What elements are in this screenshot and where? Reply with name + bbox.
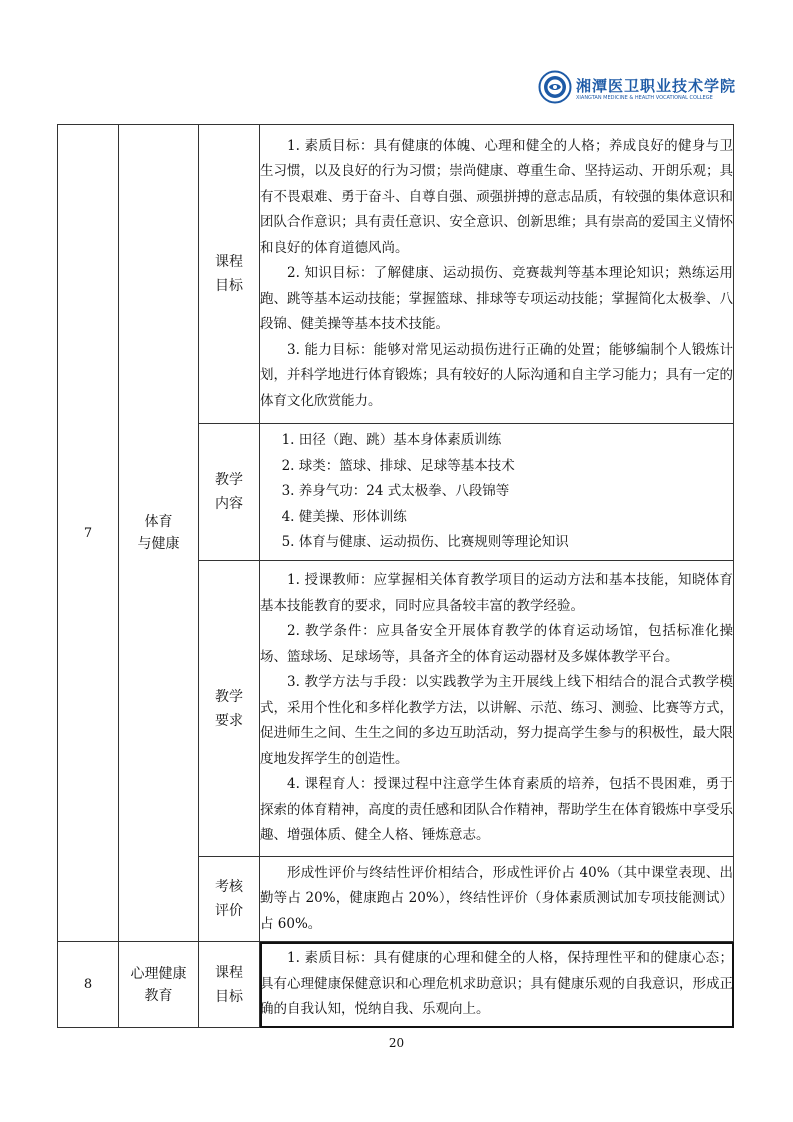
course-number: 8 [58,942,119,1028]
label-line: 教学 [215,472,243,488]
course-name: 与健康 [137,536,180,552]
assessment-cell [260,857,734,942]
course-name: 体育 [144,514,173,530]
label-line: 课程 [215,964,243,981]
paragraph: 3. 教学方法与手段：以实践教学为主开展线上线下相结合的混合式教学模式，采用个性化和多样化教学方法，以讲解、示范、练习、测验、比赛等方式，促进师生之间、生生之间的多边互助活动，努力提高学生参与的积极性，最大限度地发挥学生的创造性。 [260,674,733,767]
list-item: 5. 体育与健康、运动损伤、比赛规则等理论知识 [281,534,569,551]
college-logo [538,70,738,110]
course-name: 教育 [144,987,173,1004]
college-emblem-icon [538,70,572,104]
course-number: 7 [58,125,119,942]
label-line: 内容 [215,496,243,512]
label-line: 教学 [215,688,243,705]
row-label [199,125,260,424]
course-name: 心理健康 [130,965,187,982]
row-label [199,942,260,1028]
requirements-cell [260,561,734,857]
goals-cell [260,942,734,1028]
paragraph: 2. 知识目标：了解健康、运动损伤、竞赛裁判等基本理论知识；熟练运用跑、跳等基本运动技能；掌握篮球、排球等专项运动技能；掌握简化太极拳、八段锦、健美操等基本技术技能。 [260,265,733,333]
paragraph: 1. 授课教师：应掌握相关体育教学项目的运动方法和基本技能，知晓体育基本技能教育的要求，同时应具备较丰富的教学经验。 [260,572,733,614]
label-line: 目标 [215,988,243,1005]
paragraph: 形成性评价与终结性评价相结合，形成性评价占 40%（其中课堂表现、出勤等占 20%，健康跑占 20%），终结性评价（身体素质测试加专项技能测试）占 60%。 [260,864,733,932]
logo-english-name: XIANGTAN MEDICINE & HEALTH VOCATIONAL COLLEGE [576,95,713,101]
page-number: 20 [388,1036,405,1050]
list-item: 3. 养身气功：24 式太极拳、八段锦等 [281,483,510,500]
label-line: 评价 [215,903,243,919]
row-label [199,561,260,857]
label-line: 考核 [215,879,243,895]
table-row [58,125,734,424]
goals-cell [260,125,734,424]
course-name-cell [119,942,199,1028]
table-row [58,942,734,1028]
paragraph: 3. 能力目标：能够对常见运动损伤进行正确的处置；能够编制个人锻炼计划，并科学地进行体育锻炼；具有较好的人际沟通和自主学习能力；具有一定的体育文化欣赏能力。 [260,341,733,409]
row-label [199,857,260,942]
logo-chinese-name: 湘潭医卫职业技术学院 [576,77,737,95]
curriculum-table [57,124,734,1028]
course-name-cell [119,125,199,942]
content-cell [260,424,734,561]
row-label [199,424,260,561]
paragraph: 1. 素质目标：具有健康的心理和健全的人格，保持理性平和的健康心态；具有心理健康保健意识和心理危机求助意识；具有健康乐观的自我意识，形成正确的自我认知，悦纳自我、乐观向上。 [260,950,733,1018]
list-item: 2. 球类：篮球、排球、足球等基本技术 [281,457,515,474]
paragraph: 4. 课程育人：授课过程中注意学生体育素质的培养，包括不畏困难，勇于探索的体育精神，高度的责任感和团队合作精神，帮助学生在体育锻炼中享受乐趣、增强体质、健全人格、锤炼意志。 [260,776,733,844]
label-line: 目标 [215,278,243,294]
label-line: 课程 [215,254,243,270]
paragraph: 1. 素质目标：具有健康的体魄、心理和健全的人格；养成良好的健身与卫生习惯，以及良好的行为习惯；崇尚健康、尊重生命、坚持运动、开朗乐观；具有不畏艰难、勇于奋斗、自尊自强、顽强拼搏的意志品质，有较强的集体意识和团队合作意识；具有责任意识、安全意识、创新思维；具有崇高的爱国主义情怀和良好的体育道德风尚。 [260,137,733,256]
paragraph: 2. 教学条件：应具备安全开展体育教学的体育运动场馆，包括标准化操场、篮球场、足球场等，具备齐全的体育运动器材及多媒体教学平台。 [260,623,733,665]
list-item: 1. 田径（跑、跳）基本身体素质训练 [281,432,502,449]
list-item: 4. 健美操、形体训练 [281,508,407,525]
label-line: 要求 [215,712,243,729]
